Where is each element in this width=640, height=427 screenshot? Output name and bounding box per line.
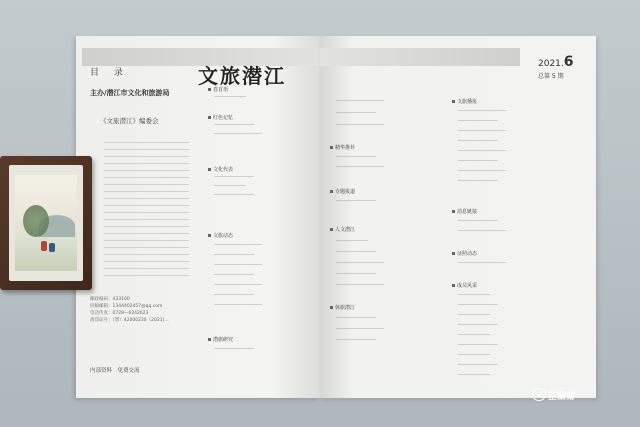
- contents-item-placeholder: ————————: [458, 332, 490, 337]
- contents-title: 目 录: [90, 68, 129, 78]
- section-heading: 成员风采: [452, 282, 477, 289]
- section-heading: 休旅潜江: [330, 304, 355, 311]
- contents-item-placeholder: ————————————: [336, 326, 384, 331]
- contents-item-placeholder: ——————————: [458, 342, 498, 347]
- contents-item-placeholder: ————————————: [336, 98, 384, 103]
- issue-year: 2021.: [538, 59, 564, 69]
- contents-item-placeholder: ————————————: [336, 122, 384, 127]
- contact-line: 电话传真：0728—6242623: [90, 311, 149, 316]
- contents-item-placeholder: ————————————: [336, 260, 384, 265]
- contents-item-placeholder: ——————————: [214, 346, 254, 351]
- contents-item-placeholder: ——————————: [214, 252, 254, 257]
- contents-item-placeholder: ——————————: [336, 249, 376, 254]
- section-heading: 证照动态: [452, 250, 477, 257]
- contents-item-placeholder: ————————————: [458, 148, 506, 153]
- figure-blue: [49, 243, 55, 252]
- contents-item-placeholder: ——————————: [458, 362, 498, 367]
- frame-mat: [9, 165, 83, 281]
- contents-item-placeholder: ——————————: [214, 272, 254, 277]
- section-heading: 精华推荐: [330, 144, 355, 151]
- contents-item-placeholder: ——————————: [214, 174, 254, 179]
- issue-number: [538, 54, 574, 70]
- contents-item-placeholder: ————————————: [214, 131, 262, 136]
- contents-item-placeholder: ————————————: [214, 242, 262, 247]
- contents-item-placeholder: ————————————: [458, 108, 506, 113]
- contents-item-placeholder: ————————————: [336, 164, 384, 169]
- section-heading: 潜旅研究: [208, 336, 233, 343]
- section-heading: 文旅播报: [452, 98, 477, 105]
- footer-note: 内部资料 免费交流: [90, 368, 140, 374]
- contents-item-placeholder: ————————————: [458, 260, 506, 265]
- contents-item-placeholder: ——————————: [458, 158, 498, 163]
- contact-line: 准印证号：（鄂）42000230（2021)...: [90, 318, 169, 323]
- issue-month: 6: [563, 54, 574, 70]
- contents-item-placeholder: ————————————: [336, 282, 384, 287]
- contents-item-placeholder: ————————: [458, 312, 490, 317]
- contents-item-placeholder: ——————————: [336, 110, 376, 115]
- contents-item-placeholder: ——————————: [458, 302, 498, 307]
- section-heading: 人文潜江: [330, 226, 355, 233]
- contents-item-placeholder: ——————————: [458, 218, 498, 223]
- contents-item-placeholder: ————————————: [458, 168, 506, 173]
- section-heading: 卷首语: [208, 86, 228, 93]
- contents-item-placeholder: ————————————: [214, 262, 262, 267]
- contents-item-placeholder: ——————————: [214, 292, 254, 297]
- header-band: [320, 48, 520, 66]
- contents-item-placeholder: ————————————: [214, 302, 262, 307]
- contents-item-placeholder: ————————: [458, 292, 490, 297]
- contents-item-placeholder: ————————————: [458, 128, 506, 133]
- contents-item-placeholder: ————————————: [458, 228, 506, 233]
- contents-item-placeholder: ——————————: [214, 192, 254, 197]
- contents-item-placeholder: ——————————: [458, 178, 498, 183]
- landscape-painting: [15, 175, 77, 271]
- contents-item-placeholder: ——————————: [336, 154, 376, 159]
- magazine-spread: [76, 36, 596, 398]
- contents-item-placeholder: ——————————: [458, 118, 498, 123]
- section-heading: 文旅动态: [208, 232, 233, 239]
- contents-item-placeholder: ——————————: [336, 271, 376, 276]
- contact-info: [90, 296, 200, 324]
- contents-item-placeholder: ——————————: [336, 337, 376, 342]
- issue-total: 总第 5 期: [538, 73, 564, 80]
- magazine-title: 文旅潜江: [198, 64, 286, 88]
- organizer-line: 主办/潜江市文化和旅游局: [90, 89, 170, 97]
- figure-red: [41, 241, 47, 251]
- section-heading: 红色记忆: [208, 114, 233, 121]
- wechat-icon: [532, 388, 546, 401]
- masthead-lines: [104, 136, 189, 282]
- contact-line: 投稿邮箱：1344402457@qq.com: [90, 304, 163, 309]
- section-heading: 消息链接: [452, 208, 477, 215]
- contents-item-placeholder: ————————: [214, 183, 246, 188]
- committee-title: 《文旅潜江》编委会: [100, 117, 159, 125]
- contents-item-placeholder: ——————————: [214, 122, 254, 127]
- left-page: [76, 36, 320, 398]
- contents-item-placeholder: ——————————: [458, 322, 498, 327]
- contents-item-placeholder: ————————: [458, 352, 490, 357]
- contact-line: 邮政编码：433100: [90, 297, 130, 302]
- contents-item-placeholder: ——————————: [336, 315, 376, 320]
- tree-shape: [23, 205, 49, 237]
- contents-item-placeholder: ————————: [214, 94, 246, 99]
- contents-item-placeholder: ——————————: [336, 198, 376, 203]
- section-heading: 文化代表: [208, 166, 233, 173]
- contents-item-placeholder: ——————————: [458, 138, 498, 143]
- contents-item-placeholder: ————————: [458, 372, 490, 377]
- section-heading: 专题报道: [330, 188, 355, 195]
- picture-frame: [0, 156, 92, 290]
- contents-item-placeholder: ————————————: [214, 282, 262, 287]
- contents-item-placeholder: ————————: [336, 238, 368, 243]
- watermark-text: 芷蘭齋: [548, 392, 576, 402]
